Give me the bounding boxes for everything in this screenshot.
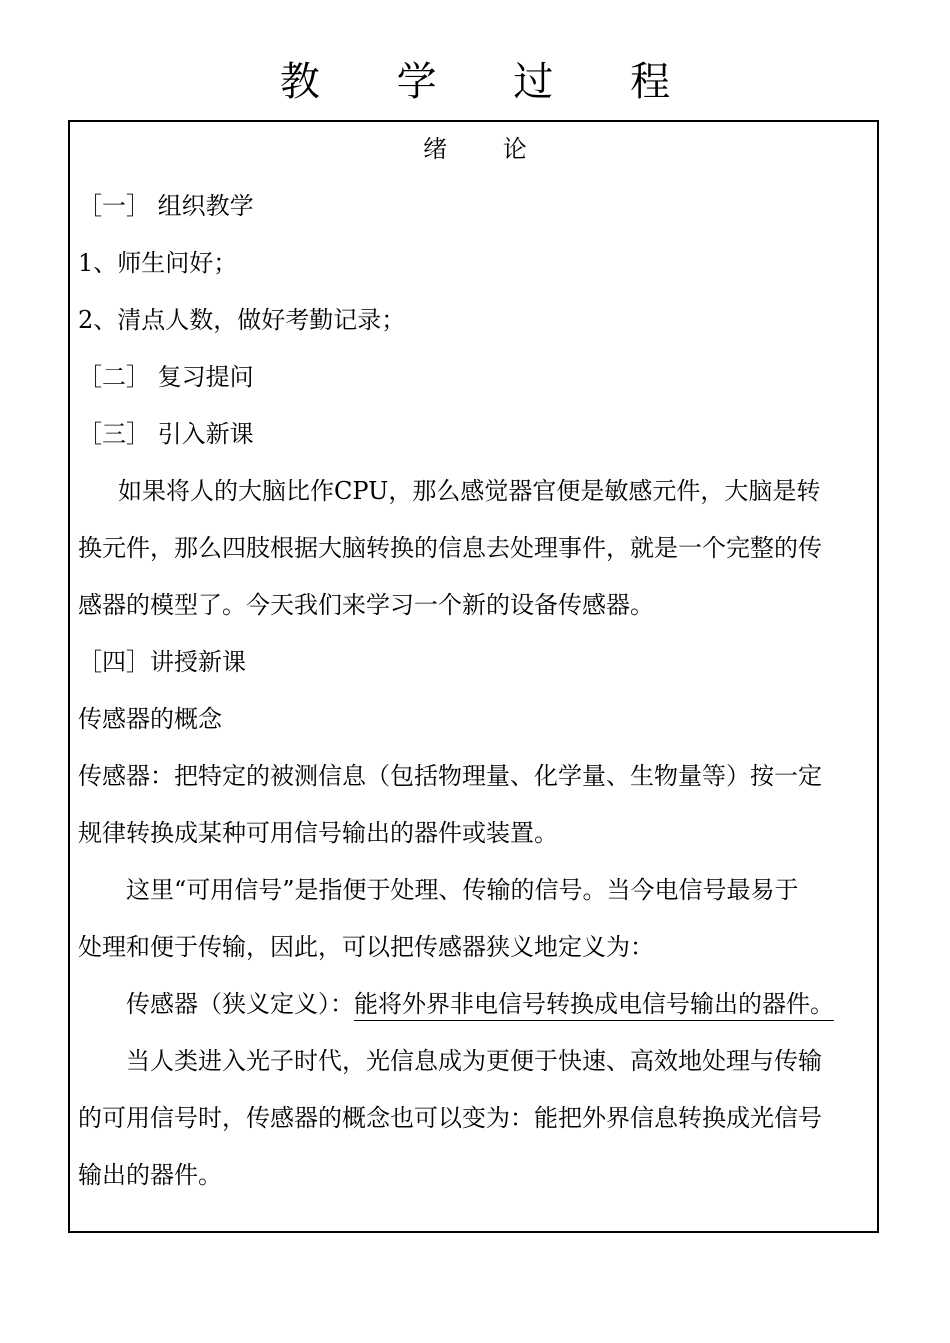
definition-underlined: 能将外界非电信号转换成电信号输出的器件。 — [354, 990, 834, 1021]
text-line: 2、清点人数，做好考勤记录； — [78, 306, 406, 334]
definition-prefix: 传感器（狭义定义）： — [126, 990, 354, 1018]
text-line: 感器的模型了。今天我们来学习一个新的设备传感器。 — [78, 591, 654, 619]
text-line: ［四］讲授新课 — [78, 648, 246, 676]
text-line: ［三］ 引入新课 — [78, 420, 254, 448]
text-line: 换元件，那么四肢根据大脑转换的信息去处理事件，就是一个完整的传 — [78, 534, 822, 562]
text-line: 处理和便于传输，因此，可以把传感器狭义地定义为： — [78, 933, 654, 961]
section-title: 绪 论 — [423, 135, 551, 163]
definition-line — [78, 988, 926, 1020]
text-line: 当人类进入光子时代，光信息成为更便于快速、高效地处理与传输 — [126, 1047, 822, 1075]
text-line: 的可用信号时，传感器的概念也可以变为：能把外界信息转换成光信号 — [78, 1104, 822, 1132]
text-line: 输出的器件。 — [78, 1161, 222, 1189]
text-line: ［一］ 组织教学 — [78, 192, 254, 220]
text-line: 传感器的概念 — [78, 705, 222, 733]
text-line: 如果将人的大脑比作CPU，那么感觉器官便是敏感元件，大脑是转 — [118, 477, 821, 505]
text-line: ［二］ 复习提问 — [78, 363, 254, 391]
text-line: 1、师生问好； — [78, 249, 238, 277]
text-line: 规律转换成某种可用信号输出的器件或装置。 — [78, 819, 558, 847]
page-title: 教 学 过 程 — [279, 59, 703, 105]
text-line: 传感器：把特定的被测信息（包括物理量、化学量、生物量等）按一定 — [78, 762, 822, 790]
text-line: 这里“可用信号”是指便于处理、传输的信号。当今电信号最易于 — [126, 876, 799, 904]
